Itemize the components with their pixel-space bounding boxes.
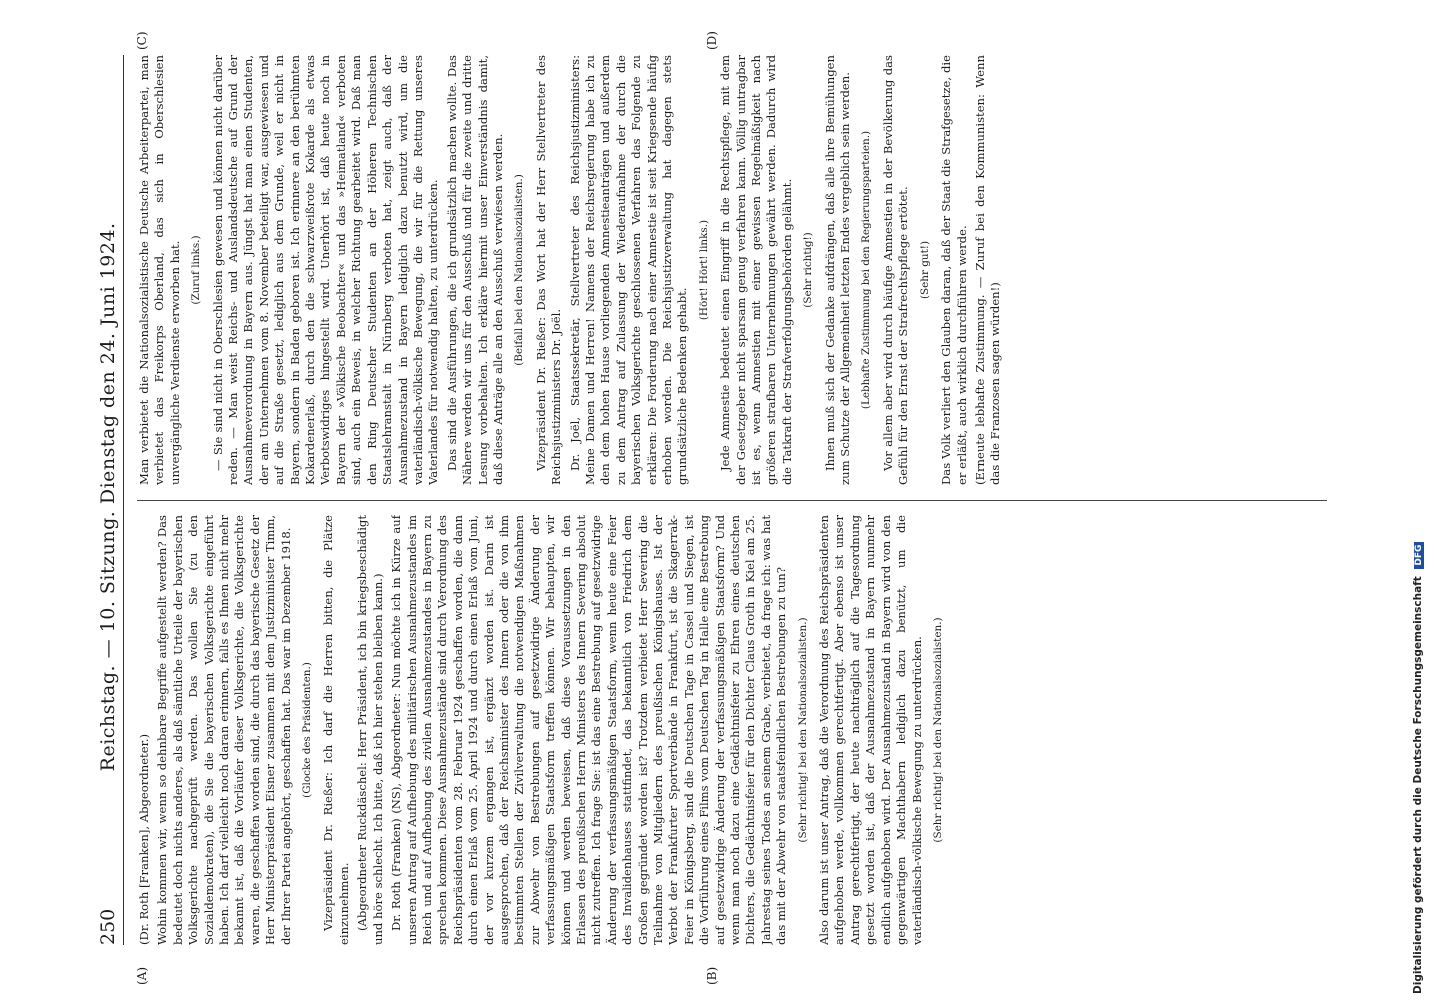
margin-mark-d: (D) — [705, 31, 719, 50]
right-column — [137, 55, 1337, 485]
paragraph: Wohin kommen wir, wenn so dehnbare Begriffe aufgestellt werden? Das bedeutet doch nichts anderes, als daß sämtliche Urteile der bayerischen Volksgerichte nachgeprüft werden. Das wollen Sie (zu den Sozialdemokraten), die Sie die bayerischen Volksgerichte eingeführt haben. Ich darf vielleicht noch daran erinnern, falls es Ihnen nicht mehr bekannt ist, daß die Vorläufer dieser Volksgerichte, die Volksgerichte waren, die geschaffen worden sind, die durch das bayerische Gesetz der Herr Ministerpräsident Eisner zusammen mit dem Justizminister Timm, der Ihrer Partei angehört, geschaffen hat. Das war im Dezember 1918. — [155, 515, 293, 945]
paragraph: Vizepräsident Dr. Rießer: Ich darf die Herren bitten, die Plätze einzunehmen. — [321, 515, 351, 945]
column-divider — [137, 500, 1327, 501]
paragraph: Vizepräsident Dr. Rießer: Das Wort hat der Herr Stellvertreter des Reichsjustizministers Dr. Joël. — [533, 55, 564, 485]
stage-direction: (Sehr gut!) — [918, 240, 931, 300]
stage-direction: (Zuruf links.) — [190, 235, 203, 305]
paragraph: (Abgeordneter Ruckdäschel: Herr Präsident, ich bin kriegsbeschädigt und höre schlecht. Ich bitte, daß ich hier stehen bleiben kann.) — [355, 515, 385, 945]
rotated-page — [70, 0, 1370, 1000]
stage-direction: (Beifall bei den Nationalsozialisten.) — [513, 174, 526, 366]
dfg-logo: DFG — [1414, 542, 1424, 569]
stage-direction: (Lebhafte Zustimmung bei den Regierungsparteien.) — [860, 130, 873, 410]
margin-mark-a: (A) — [135, 966, 149, 985]
paragraph: (Erneute lebhafte Zustimmung. — Zuruf bei den Kommunisten: Wenn das die Franzosen sagen würden!) — [972, 55, 1003, 485]
stage-direction: (Sehr richtig! bei den Nationalsozialisten.) — [931, 617, 944, 843]
stage-direction: (Sehr richtig! bei den Nationalsozialisten.) — [796, 617, 809, 843]
stage-direction: (Hört! Hört! links.) — [697, 219, 710, 321]
margin-mark-c: (C) — [135, 31, 149, 50]
paragraph: Das Volk verliert den Glauben daran, daß der Staat die Strafgesetze, die er erläßt, auch wirklich durchführen werde. — [939, 55, 969, 485]
page-content — [95, 31, 1345, 985]
stage-direction: (Glocke des Präsidenten.) — [301, 662, 314, 798]
credit-text: Digitalisierung gefördert durch die Deutsche Forschungsgemeinschaft — [1412, 576, 1424, 994]
left-column — [137, 515, 1337, 945]
paragraph: Also darum ist unser Antrag, daß die Verordnung des Reichspräsidenten aufgehoben werde, vollkommen gerechtfertigt. Aber ebenso ist unser Antrag gerechtfertigt, der heute nachträglich auf die Tagesordnung gesetzt worden ist, daß der Ausnahmezustand in Bayern nunmehr endlich aufgehoben wird. Der Ausnahmezustand in Bayern wird von den gegenwärtigen Machthabern lediglich dazu benützt, um die vaterländisch-völkische Bewegung zu unterdrücken. — [817, 515, 924, 945]
paragraph: Vor allem aber wird durch häufige Amnestien in der Bevölkerung das Gefühl für den Ernst der Strafrechtspflege ertötet. — [880, 55, 911, 485]
page-header — [95, 55, 121, 945]
page-title: Reichstag. — 10. Sitzung. Dienstag den 24. Juni 1924. — [97, 222, 119, 772]
paragraph: Das sind die Ausführungen, die ich grundsätzlich machen wollte. Das Nähere werden wir uns für den Ausschuß und für die zweite und dritte Lesung vorbehalten. Ich erkläre hiermit unser Einverständnis damit, daß diese Anträge alle an den Ausschuß verwiesen werden. — [444, 55, 505, 485]
paragraph: Dr. Roth (Franken) (NS), Abgeordneter: Nun möchte ich in Kürze auf unseren Antrag auf Aufhebung des militärischen Ausnahmezustandes im Reich und auf Aufhebung des zivilen Ausnahmezustandes in Bayern zu sprechen kommen. Diese Ausnahmezustände sind durch Verordnung des Reichspräsidenten vom 28. Februar 1924 geschaffen worden, die dann durch einen Erlaß vom 25. April 1924 und durch einen Erlaß vom Juni, der vor kurzem ergangen ist, ergänzt worden ist. Darin ist ausgesprochen, daß der Reichsminister des Innern oder die von ihm bestimmten Stellen der Zivilverwaltung die notwendigen Maßnahmen zur Abwehr von Bestrebungen auf gesetzwidrige Änderung der verfassungsmäßigen Staatsform treffen können. Wir behaupten, wir können und werden beweisen, daß diese Voraussetzungen in den Erlassen des preußischen Herrn Ministers des Innern Severing absolut nicht zutreffen. Ich frage Sie: ist das eine Bestrebung auf gesetzwidrige Änderung der verfassungsmäßigen Staatsform, wenn heute eine Feier des Invalidenhauses stattfindet, das bekanntlich von Friedrich dem Großen gegründet worden ist? Trotzdem verbietet Herr Severing die Teilnahme von Mitgliedern des preußischen Königshauses. Ist der Verbot der Frankfurter Sportverbände in Frankfurt, ist die Skagerrak-Feier in Königsberg, sind die Deutschen Tage in Cassel und Siegen, ist die Vorführung eines Films vom Deutschen Tag in Halle eine Bestrebung auf gesetzwidrige Änderung der verfassungsmäßigen Staatsform? Und wenn man noch dazu eine Gedächtnisfeier zu Ehren eines deutschen Dichters, die Gedächtnisfeier für den Dichter Claus Groth in Kiel am 25. Jahrestag seines Todes an seinem Grabe, verbietet, da frage ich: was hat das mit der Abwehr von staatsfeindlichen Bestrebungen zu tun? — [389, 515, 789, 945]
margin-mark-b: (B) — [705, 966, 719, 985]
paragraph: Ihnen muß sich der Gedanke aufdrängen, daß alle ihre Bemühungen zum Schutze der Allgemeinheit letzten Endes vergeblich sein werden. — [822, 55, 853, 485]
header-rule — [123, 55, 124, 945]
paragraph: Dr. Joël, Staatssekretär, Stellvertreter des Reichsjustizministers: Meine Damen und Herren! Namens der Reichsregierung habe ich zu den dem hohen Hause vorliegenden Amnestieanträgen und außerdem zu dem Antrag auf Zulassung der Wiederaufnahme der durch die bayerischen Volksgerichte geschlossenen Verfahren das Folgende zu erklären: Die Forderung nach einer Amnestie ist seit Kriegsende häufig erhoben worden. Die Reichsjustizverwaltung hat dagegen stets grundsätzliche Bedenken gehabt. — [567, 55, 690, 485]
page-number: 250 — [97, 908, 119, 945]
paragraph: (Dr. Roth [Franken], Abgeordneter.) — [137, 733, 151, 945]
stage-direction: (Sehr richtig!) — [802, 232, 815, 308]
paragraph: — Sie sind nicht in Oberschlesien gewesen und können nicht darüber reden. — Man weist Reichs- und Auslandsdeutsche auf Grund der Ausnahmeverordnung in Bayern aus. Jüngst hat man einen Studenten, der am Unternehmen vom 8. November beteiligt war, ausgewiesen und auf die Straße gesetzt, lediglich aus dem Grunde, weil er nicht in Bayern, sondern in Baden geboren ist. Ich erinnere an den berühmten Kokardenerlaß, durch den die schwarzweißrote Kokarde als etwas Verbotswidriges hingestellt wird. Unerhört ist, daß heute noch in Bayern der »Völkische Beobachter« und das »Heimatland« verboten sind, auch ein Beweis, in welcher Richtung gearbeitet wird. Daß man den Ring Deutscher Studenten an der Höheren Technischen Staatslehranstalt in Nürnberg verboten hat, zeigt auch, daß der Ausnahmezustand in Bayern lediglich dazu benutzt wird, um die vaterländisch-völkische Bewegung, die wir für die Rettung unseres Vaterlandes für notwendig halten, zu unterdrücken. — [210, 55, 441, 485]
digitization-credit — [1410, 8, 1430, 994]
paragraph: Jede Amnestie bedeutet einen Eingriff in die Rechtspflege, mit dem der Gesetzgeber nicht sparsam genug verfahren kann. Völlig untragbar ist es, wenn Amnestien mit einer gewissen Regelmäßigkeit nach größeren strafbaren Unternehmungen gewährt werden. Dadurch wird die Tatkraft der Strafverfolgungsbehörden gelähmt. — [718, 55, 794, 485]
paragraph: Man verbietet die Nationalsozialistische Deutsche Arbeiterpartei, man verbietet das Freikorps Oberland, das sich in Oberschlesien unvergängliche Verdienste erworben hat. — [137, 55, 182, 485]
